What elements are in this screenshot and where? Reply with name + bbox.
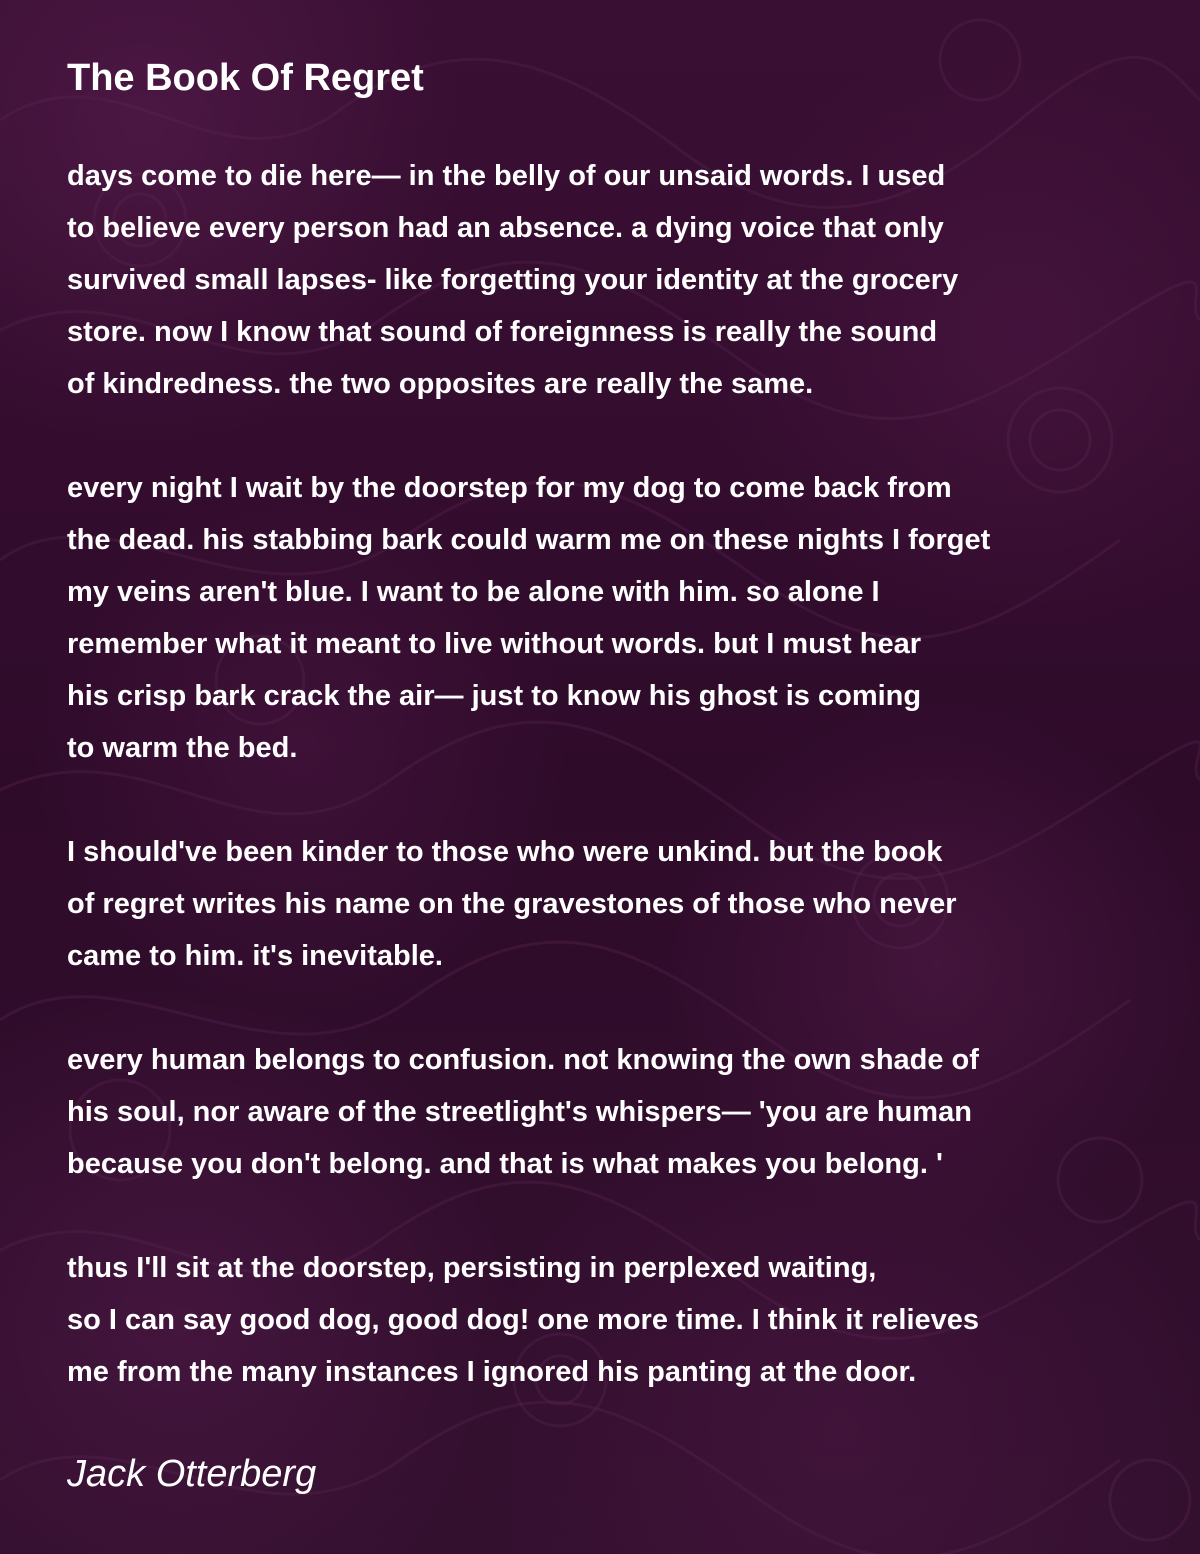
poem-line: of kindredness. the two opposites are really the same. — [67, 368, 814, 400]
poem-line: my veins aren't blue. I want to be alone with him. so alone I — [67, 576, 880, 608]
poem-body — [67, 150, 1167, 1450]
poem-line: so I can say good dog, good dog! one more time. I think it relieves — [67, 1304, 980, 1336]
poem-line: to warm the bed. — [67, 732, 298, 764]
poem-line: I should've been kinder to those who were unkind. but the book — [67, 836, 943, 868]
poem-line: his soul, nor aware of the streetlight's whispers— 'you are human — [67, 1096, 972, 1128]
poem-line: thus I'll sit at the doorstep, persisting in perplexed waiting, — [67, 1252, 877, 1284]
stanza-4 — [67, 1034, 1167, 1190]
poem-line: came to him. it's inevitable. — [67, 940, 443, 972]
stanza-1 — [67, 150, 1167, 410]
poem-line: every human belongs to confusion. not knowing the own shade of — [67, 1044, 979, 1076]
poem-line: store. now I know that sound of foreignness is really the sound — [67, 316, 938, 348]
poem-line: his crisp bark crack the air— just to know his ghost is coming — [67, 680, 922, 712]
poem-line: every night I wait by the doorstep for my dog to come back from — [67, 472, 952, 504]
stanza-2 — [67, 462, 1167, 774]
poem-line: the dead. his stabbing bark could warm me on these nights I forget — [67, 524, 991, 556]
poem-line: survived small lapses- like forgetting your identity at the grocery — [67, 264, 959, 296]
poem-line: me from the many instances I ignored his panting at the door. — [67, 1356, 917, 1388]
poem-author: Jack Otterberg — [67, 1453, 317, 1495]
stanza-5 — [67, 1242, 1167, 1398]
poem-title: The Book Of Regret — [67, 57, 424, 99]
poem-line: remember what it meant to live without words. but I must hear — [67, 628, 922, 660]
poem-line: to believe every person had an absence. a dying voice that only — [67, 212, 944, 244]
poem-line: because you don't belong. and that is what makes you belong. ' — [67, 1148, 943, 1180]
poem-line: of regret writes his name on the gravestones of those who never — [67, 888, 957, 920]
poem-line: days come to die here— in the belly of our unsaid words. I used — [67, 160, 946, 192]
stanza-3 — [67, 826, 1167, 982]
